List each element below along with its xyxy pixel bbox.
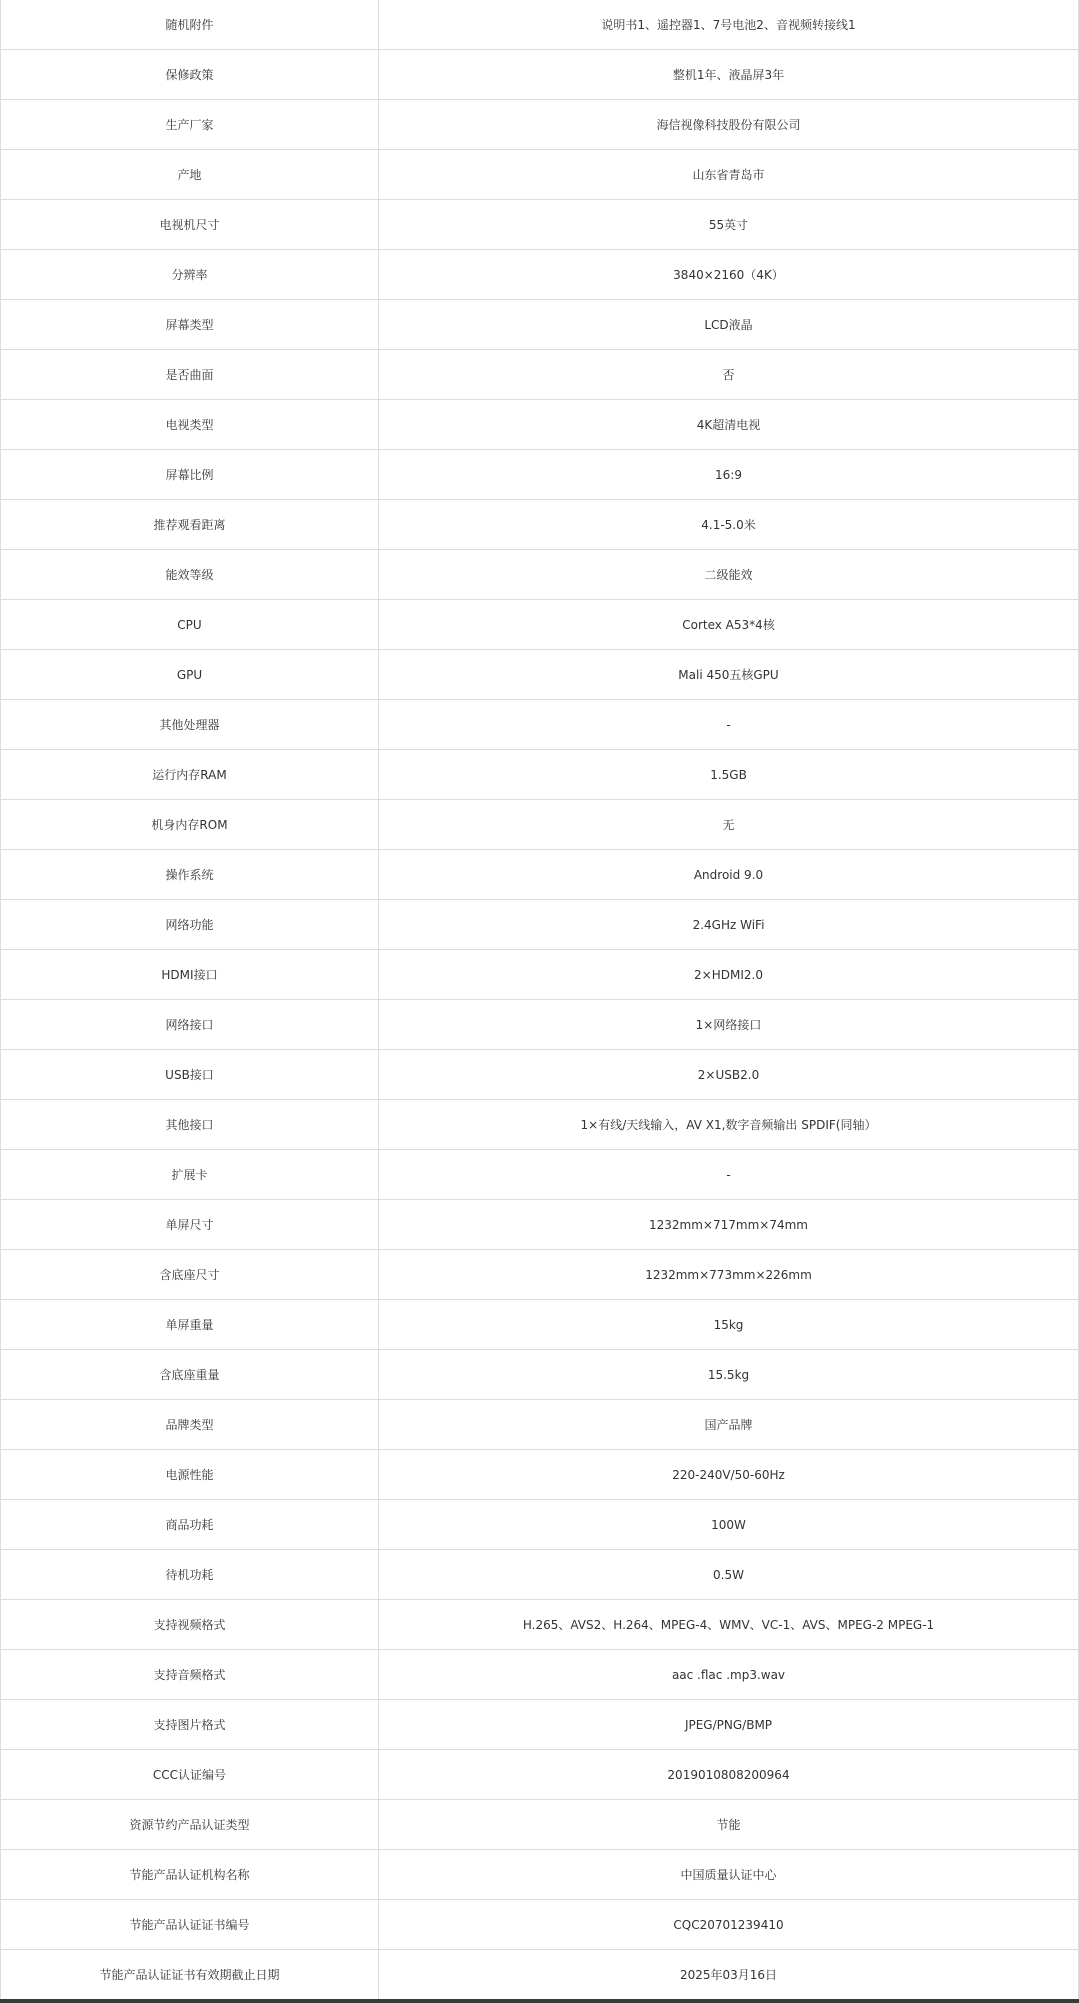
spec-row [1, 1950, 1079, 2000]
spec-key: HDMI接口 [1, 950, 379, 1000]
spec-key: 操作系统 [1, 850, 379, 900]
spec-key: 品牌类型 [1, 1400, 379, 1450]
spec-key: 支持图片格式 [1, 1700, 379, 1750]
spec-row [1, 450, 1079, 500]
spec-row [1, 650, 1079, 700]
spec-value: - [379, 1150, 1079, 1200]
spec-key: 含底座尺寸 [1, 1250, 379, 1300]
spec-key: 保修政策 [1, 50, 379, 100]
spec-row [1, 1200, 1079, 1250]
spec-row [1, 550, 1079, 600]
spec-value: 55英寸 [379, 200, 1079, 250]
spec-row [1, 1650, 1079, 1700]
spec-value: 4.1-5.0米 [379, 500, 1079, 550]
spec-row [1, 1450, 1079, 1500]
spec-key: 电视机尺寸 [1, 200, 379, 250]
spec-value: 1×有线/天线输入，AV X1,数字音频输出 SPDIF(同轴） [379, 1100, 1079, 1150]
spec-key: 机身内存ROM [1, 800, 379, 850]
spec-value: 15kg [379, 1300, 1079, 1350]
spec-value: - [379, 700, 1079, 750]
spec-value: 否 [379, 350, 1079, 400]
spec-key: 产地 [1, 150, 379, 200]
spec-row [1, 1050, 1079, 1100]
spec-key: 含底座重量 [1, 1350, 379, 1400]
spec-row [1, 1700, 1079, 1750]
spec-row [1, 1900, 1079, 1950]
spec-row [1, 1100, 1079, 1150]
spec-value: 2×USB2.0 [379, 1050, 1079, 1100]
spec-row [1, 950, 1079, 1000]
spec-value: 山东省青岛市 [379, 150, 1079, 200]
spec-key: 节能产品认证证书编号 [1, 1900, 379, 1950]
spec-value: JPEG/PNG/BMP [379, 1700, 1079, 1750]
spec-key: 待机功耗 [1, 1550, 379, 1600]
spec-value: 海信视像科技股份有限公司 [379, 100, 1079, 150]
spec-value: LCD液晶 [379, 300, 1079, 350]
spec-table-body [1, 0, 1079, 2000]
spec-row [1, 600, 1079, 650]
spec-key: 能效等级 [1, 550, 379, 600]
spec-row [1, 800, 1079, 850]
spec-row [1, 200, 1079, 250]
spec-row [1, 500, 1079, 550]
spec-row [1, 700, 1079, 750]
spec-value: 2025年03月16日 [379, 1950, 1079, 2000]
spec-row [1, 1000, 1079, 1050]
spec-key: 支持视频格式 [1, 1600, 379, 1650]
spec-value: 节能 [379, 1800, 1079, 1850]
spec-row [1, 1800, 1079, 1850]
spec-value: 2.4GHz WiFi [379, 900, 1079, 950]
spec-row [1, 350, 1079, 400]
spec-key: 商品功耗 [1, 1500, 379, 1550]
spec-row [1, 1300, 1079, 1350]
spec-value: Android 9.0 [379, 850, 1079, 900]
spec-key: 随机附件 [1, 0, 379, 50]
spec-row [1, 900, 1079, 950]
spec-key: USB接口 [1, 1050, 379, 1100]
spec-value: 1×网络接口 [379, 1000, 1079, 1050]
spec-value: aac .flac .mp3.wav [379, 1650, 1079, 1700]
spec-key: 是否曲面 [1, 350, 379, 400]
spec-row [1, 750, 1079, 800]
spec-key: 屏幕比例 [1, 450, 379, 500]
spec-value: 1232mm×717mm×74mm [379, 1200, 1079, 1250]
spec-value: 1232mm×773mm×226mm [379, 1250, 1079, 1300]
spec-row [1, 400, 1079, 450]
spec-key: 电源性能 [1, 1450, 379, 1500]
bottom-border-bar [0, 1999, 1079, 2003]
spec-value: Mali 450五核GPU [379, 650, 1079, 700]
spec-key: 支持音频格式 [1, 1650, 379, 1700]
spec-value: 说明书1、遥控器1、7号电池2、音视频转接线1 [379, 0, 1079, 50]
spec-row [1, 850, 1079, 900]
spec-key: 节能产品认证机构名称 [1, 1850, 379, 1900]
spec-row [1, 1850, 1079, 1900]
spec-row [1, 250, 1079, 300]
spec-value: 100W [379, 1500, 1079, 1550]
spec-row [1, 1600, 1079, 1650]
spec-key: 分辨率 [1, 250, 379, 300]
spec-value: H.265、AVS2、H.264、MPEG-4、WMV、VC-1、AVS、MPEG-2 MPEG-1 [379, 1600, 1079, 1650]
spec-key: 屏幕类型 [1, 300, 379, 350]
spec-key: 网络功能 [1, 900, 379, 950]
spec-value: 220-240V/50-60Hz [379, 1450, 1079, 1500]
spec-key: CPU [1, 600, 379, 650]
spec-row [1, 0, 1079, 50]
spec-row [1, 1250, 1079, 1300]
spec-row [1, 100, 1079, 150]
spec-value: 0.5W [379, 1550, 1079, 1600]
spec-key: 生产厂家 [1, 100, 379, 150]
spec-row [1, 1550, 1079, 1600]
spec-key: 其他接口 [1, 1100, 379, 1150]
spec-key: 扩展卡 [1, 1150, 379, 1200]
spec-value: Cortex A53*4核 [379, 600, 1079, 650]
spec-value: 2019010808200964 [379, 1750, 1079, 1800]
spec-value: 无 [379, 800, 1079, 850]
spec-row [1, 50, 1079, 100]
spec-row [1, 150, 1079, 200]
spec-row [1, 1500, 1079, 1550]
spec-value: 1.5GB [379, 750, 1079, 800]
spec-value: 3840×2160（4K） [379, 250, 1079, 300]
spec-row [1, 1350, 1079, 1400]
spec-value: 二级能效 [379, 550, 1079, 600]
spec-key: CCC认证编号 [1, 1750, 379, 1800]
spec-key: 推荐观看距离 [1, 500, 379, 550]
spec-value: 国产品牌 [379, 1400, 1079, 1450]
spec-key: 电视类型 [1, 400, 379, 450]
spec-value: 16:9 [379, 450, 1079, 500]
spec-row [1, 1150, 1079, 1200]
spec-value: 中国质量认证中心 [379, 1850, 1079, 1900]
spec-row [1, 300, 1079, 350]
spec-key: 单屏重量 [1, 1300, 379, 1350]
spec-key: 资源节约产品认证类型 [1, 1800, 379, 1850]
spec-value: CQC20701239410 [379, 1900, 1079, 1950]
spec-key: 网络接口 [1, 1000, 379, 1050]
spec-row [1, 1400, 1079, 1450]
spec-row [1, 1750, 1079, 1800]
spec-key: 节能产品认证证书有效期截止日期 [1, 1950, 379, 2000]
spec-value: 整机1年、液晶屏3年 [379, 50, 1079, 100]
spec-value: 4K超清电视 [379, 400, 1079, 450]
spec-key: GPU [1, 650, 379, 700]
spec-value: 2×HDMI2.0 [379, 950, 1079, 1000]
spec-key: 单屏尺寸 [1, 1200, 379, 1250]
spec-value: 15.5kg [379, 1350, 1079, 1400]
spec-key: 运行内存RAM [1, 750, 379, 800]
spec-key: 其他处理器 [1, 700, 379, 750]
